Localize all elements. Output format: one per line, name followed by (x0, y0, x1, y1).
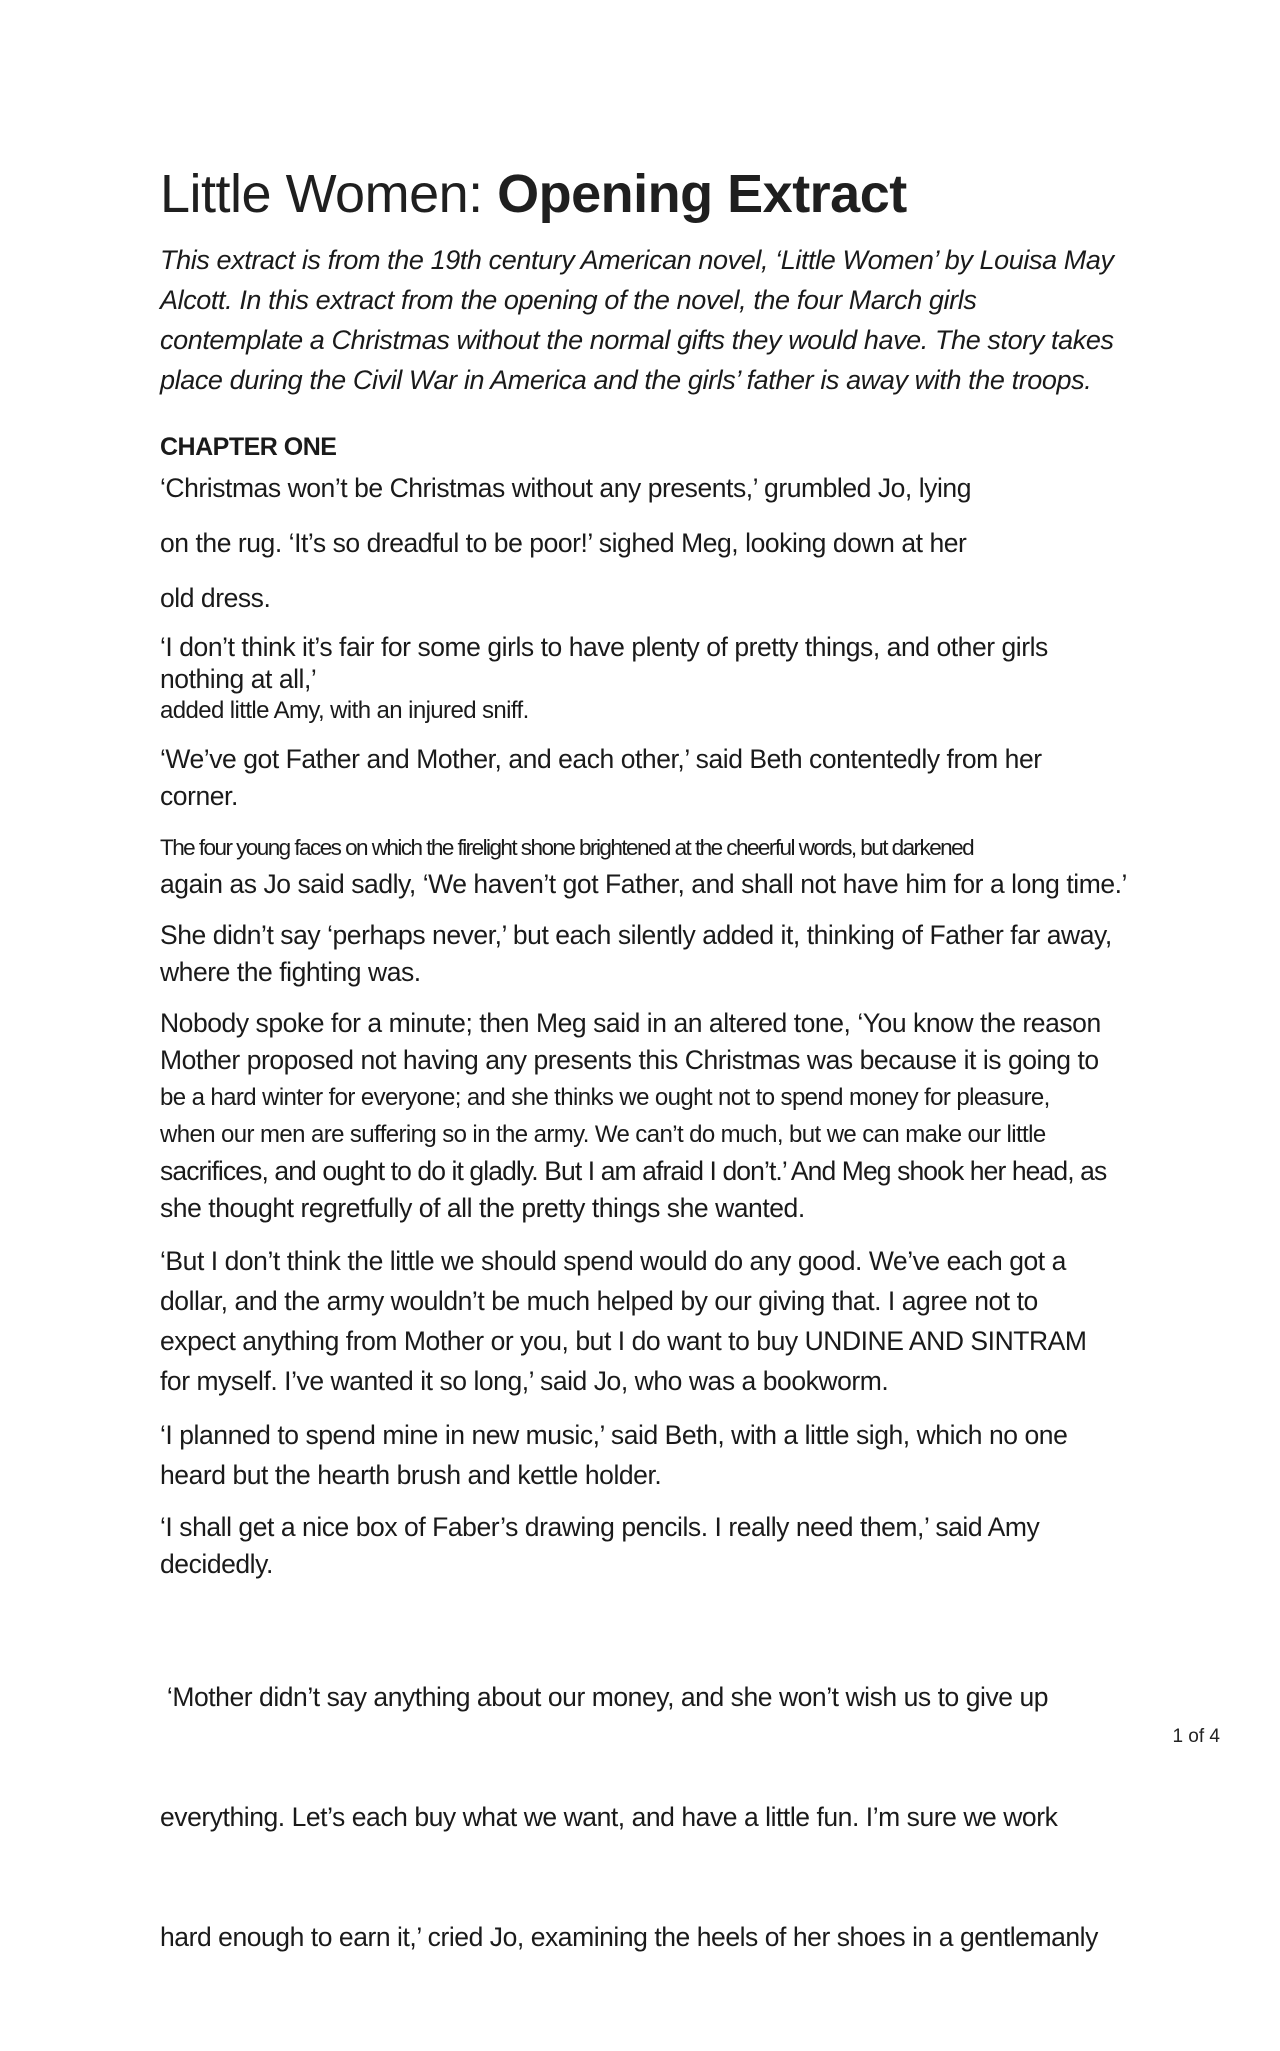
paragraph-line: old dress. (160, 583, 271, 613)
paragraph-line: ‘Christmas won’t be Christmas without any presents,’ grumbled Jo, lying (160, 473, 971, 503)
paragraph-line: ‘I planned to spend mine in new music,’ said Beth, with a little sigh, which no one (160, 1420, 1068, 1450)
paragraph-line: ‘I shall get a nice box of Faber’s drawing pencils. I really need them,’ said Amy (160, 1512, 1040, 1542)
paragraph-line: heard but the hearth brush and kettle holder. (160, 1460, 662, 1490)
page-number: 1 of 4 (1172, 1726, 1220, 1747)
paragraph-line: where the fighting was. (160, 957, 421, 987)
paragraph-line: added little Amy, with an injured sniff. (160, 697, 529, 724)
paragraph-line: nothing at all,’ (160, 664, 317, 694)
intro-paragraph (160, 240, 1220, 400)
intro-line: place during the Civil War in America and the girls’ father is away with the troops. (160, 365, 1092, 395)
paragraph-line: everything. Let’s each buy what we want, and have a little fun. I’m sure we work (160, 1802, 1058, 1832)
paragraph-line: Nobody spoke for a minute; then Meg said in an altered tone, ‘You know the reason (160, 1008, 1101, 1038)
paragraph (160, 829, 1220, 903)
paragraph-line: sacrifices, and ought to do it gladly. But I am afraid I don’t.’ And Meg shook her head, as (160, 1156, 1107, 1186)
title-bold: Opening Extract (497, 164, 907, 224)
paragraph (160, 1415, 1220, 1495)
paragraph-line: again as Jo said sadly, ‘We haven’t got Father, and shall not have him for a long time.’ (160, 869, 1127, 899)
paragraph (160, 1509, 1220, 1583)
paragraph-line: ‘Mother didn’t say anything about our money, and she won’t wish us to give up (160, 1682, 1049, 1712)
paragraph-line: she thought regretfully of all the pretty things she wanted. (160, 1193, 805, 1223)
paragraph-line: on the rug. ‘It’s so dreadful to be poor!’ sighed Meg, looking down at her (160, 528, 967, 558)
paragraph (160, 741, 1220, 815)
paragraph-line: corner. (160, 781, 238, 811)
paragraph (160, 525, 1220, 562)
paragraph (160, 1005, 1220, 1227)
paragraph-line: hard enough to earn it,’ cried Jo, examining the heels of her shoes in a gentlemanly (160, 1922, 1098, 1952)
paragraph (160, 1241, 1220, 1401)
paragraph (160, 917, 1220, 991)
paragraph-line: Mother proposed not having any presents this Christmas was because it is going to (160, 1045, 1099, 1075)
paragraph-line: She didn’t say ‘perhaps never,’ but each silently added it, thinking of Father far away, (160, 920, 1112, 950)
paragraph (160, 1597, 1220, 2037)
paragraph-line: The four young faces on which the firelight shone brightened at the cheerful words, but darkened (160, 835, 974, 860)
paragraph-line: dollar, and the army wouldn’t be much helped by our giving that. I agree not to (160, 1286, 1038, 1316)
paragraph-line: be a hard winter for everyone; and she thinks we ought not to spend money for pleasure, (160, 1084, 1050, 1111)
paragraph-line: when our men are suffering so in the army. We can’t do much, but we can make our little (160, 1121, 1046, 1148)
paragraph (160, 631, 1220, 727)
page-title (160, 160, 1220, 228)
document-content (160, 160, 1220, 2051)
paragraph-line: ‘We’ve got Father and Mother, and each other,’ said Beth contentedly from her (160, 744, 1042, 774)
paragraph-line: ‘I don’t think it’s fair for some girls to have plenty of pretty things, and other girls (160, 632, 1048, 662)
paragraph-line: decidedly. (160, 1549, 273, 1579)
paragraph (160, 580, 1220, 617)
intro-line: This extract is from the 19th century American novel, ‘Little Women’ by Louisa May (160, 245, 1114, 275)
paragraph-line: expect anything from Mother or you, but I do want to buy UNDINE AND SINTRAM (160, 1326, 1087, 1356)
paragraph (160, 470, 1220, 507)
intro-line: Alcott. In this extract from the opening of the novel, the four March girls (160, 285, 977, 315)
paragraph-line: ‘But I don’t think the little we should spend would do any good. We’ve each got a (160, 1246, 1066, 1276)
chapter-heading: CHAPTER ONE (160, 433, 337, 461)
intro-line: contemplate a Christmas without the normal gifts they would have. The story takes (160, 325, 1114, 355)
title-regular: Little Women: (160, 164, 498, 224)
paragraph-line: for myself. I’ve wanted it so long,’ said Jo, who was a bookworm. (160, 1366, 889, 1396)
